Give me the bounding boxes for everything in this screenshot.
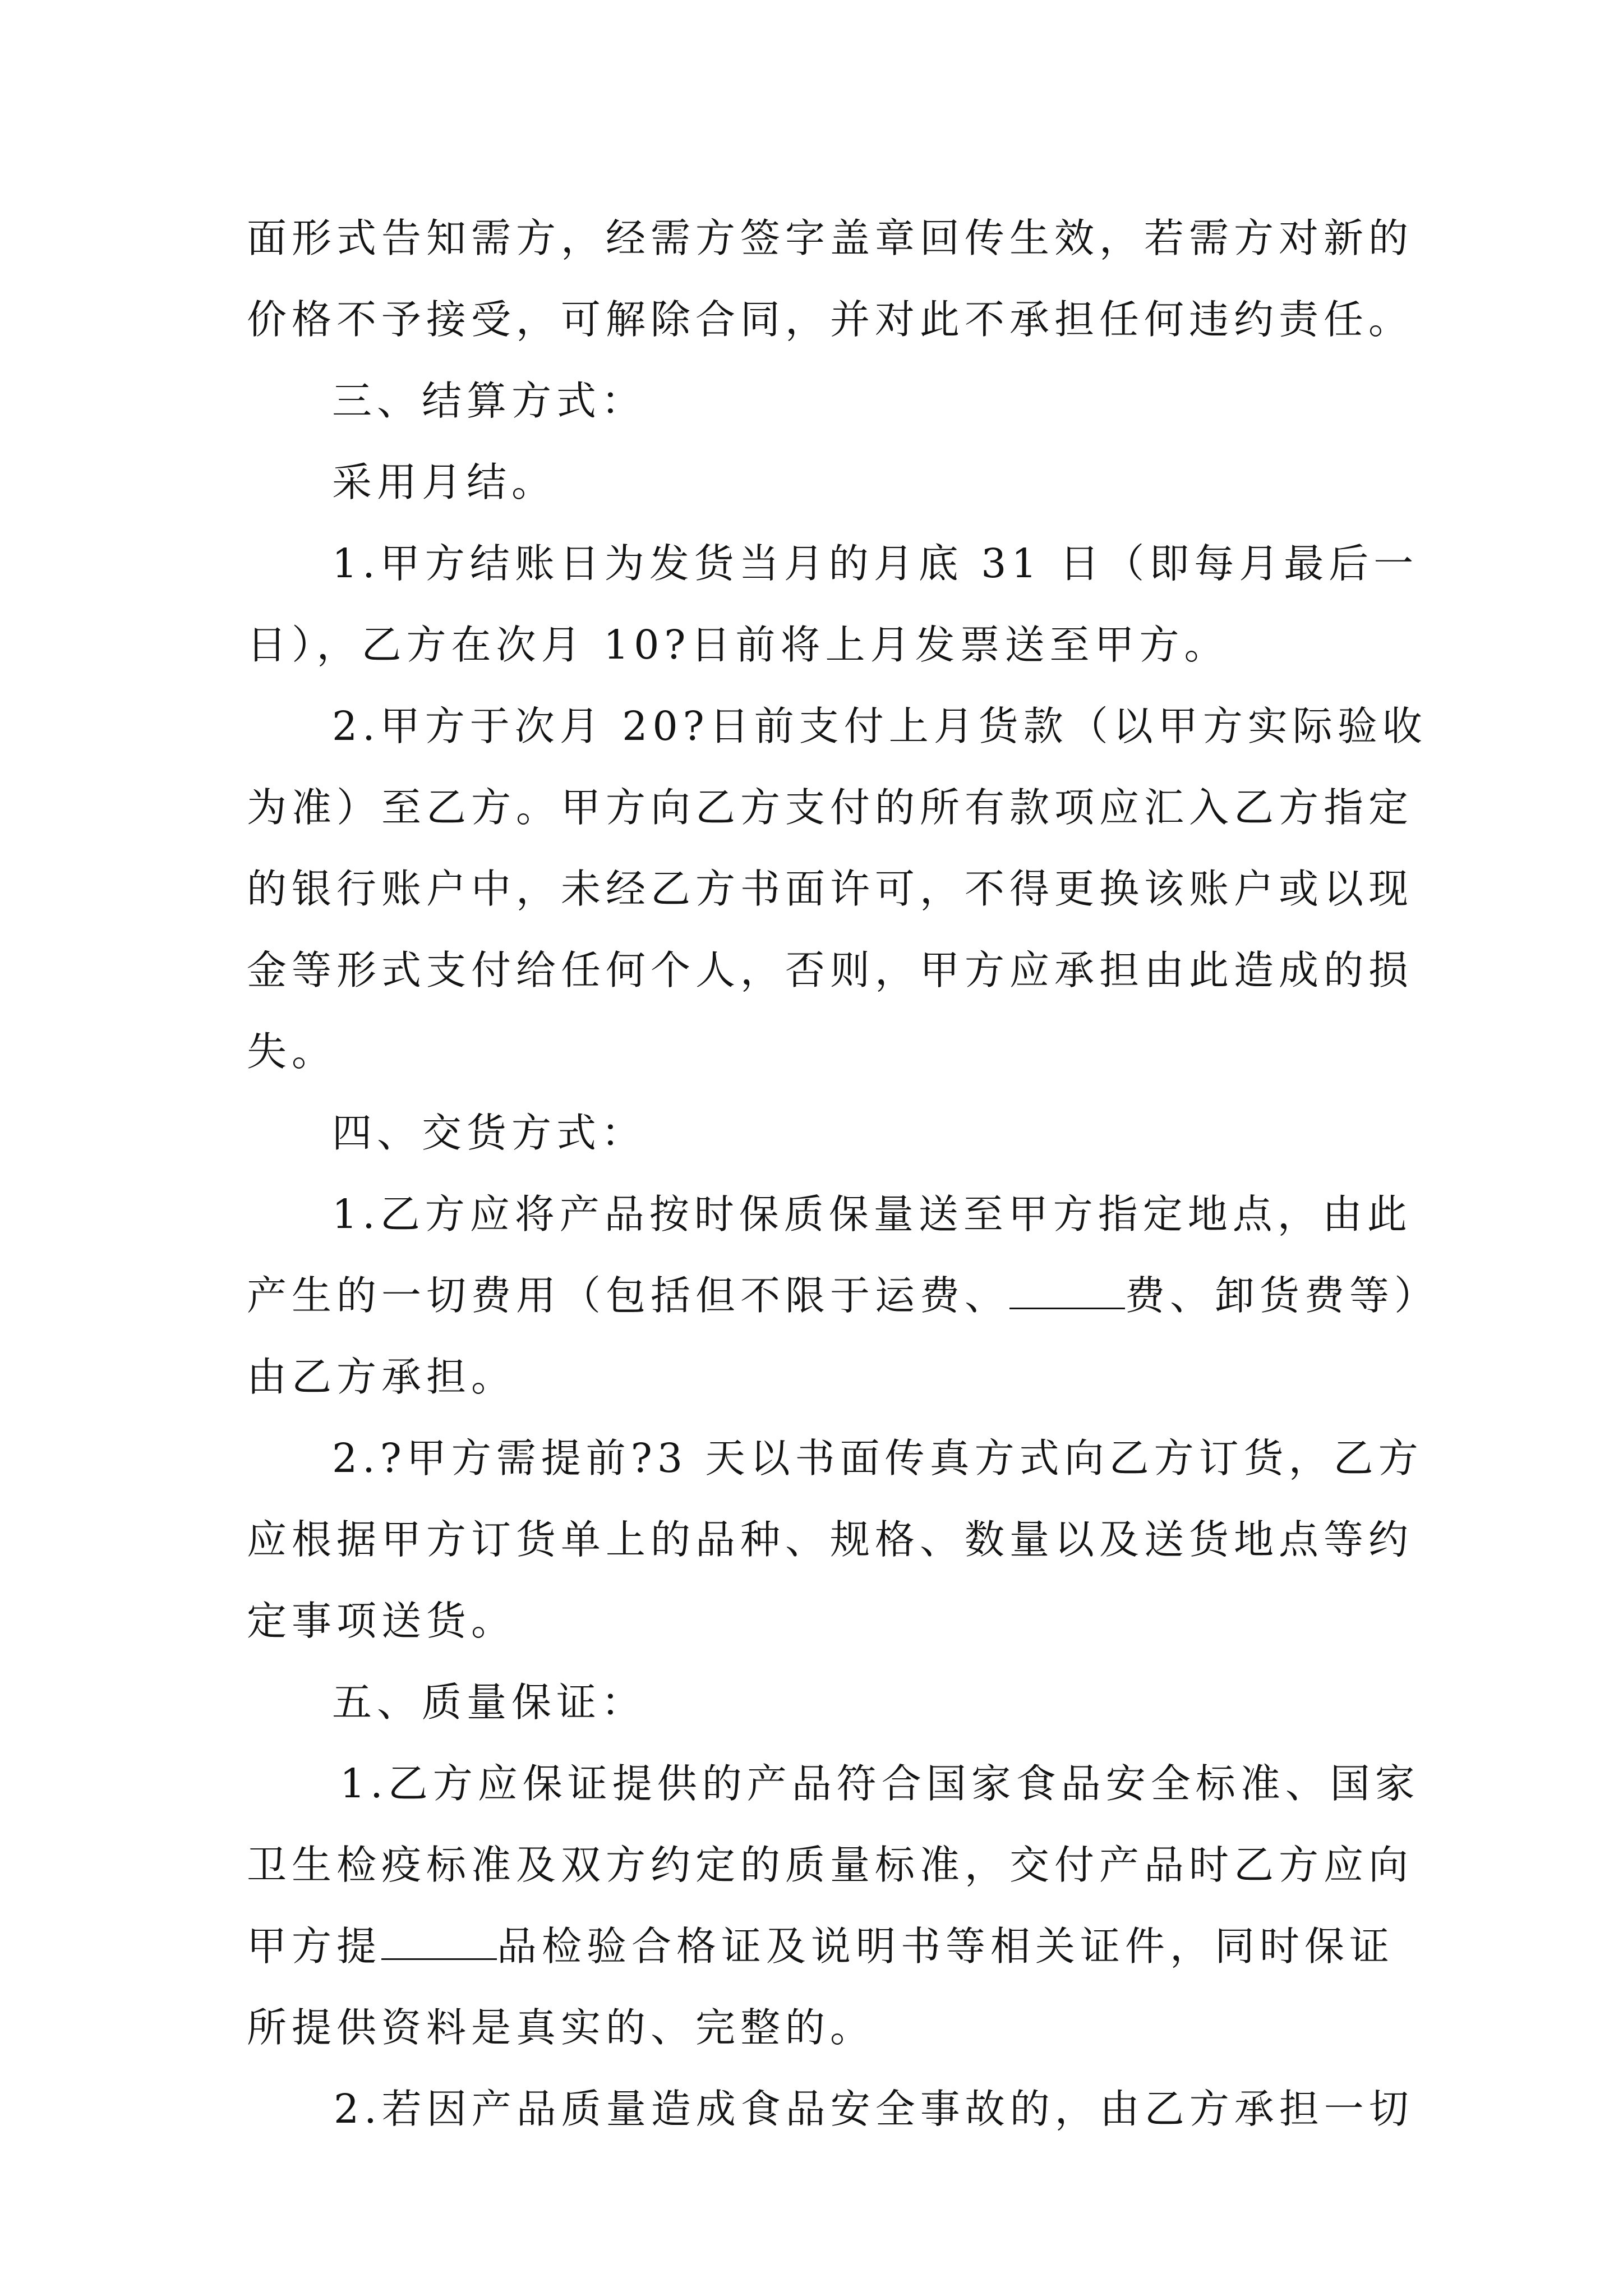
section-heading-settlement: 三、结算方式： <box>332 378 647 424</box>
text-line: 由乙方承担。 <box>247 1354 517 1400</box>
text-line: 1.乙方应将产品按时保质保量送至甲方指定地点，由此 <box>332 1191 1412 1237</box>
text-segment: 甲方提 <box>247 1923 382 1970</box>
text-line: 2.?甲方需提前?3 天以书面传真方式向乙方订货，乙方 <box>332 1435 1423 1481</box>
text-line <box>247 1255 1440 1336</box>
text-segment: 费、卸货费等） <box>1125 1272 1440 1319</box>
text-line: 定事项送货。 <box>247 1598 517 1644</box>
text-line: 的银行账户中，未经乙方书面许可，不得更换该账户或以现 <box>247 866 1414 912</box>
text-line: 价格不予接受，可解除合同，并对此不承担任何违约责任。 <box>247 296 1414 343</box>
fill-in-blank <box>381 1924 497 1960</box>
text-line: 采用月结。 <box>332 459 557 505</box>
text-line <box>247 1906 1395 1987</box>
text-segment: 产生的一切费用（包括但不限于运费、 <box>247 1272 1010 1319</box>
text-line: 为准）至乙方。甲方向乙方支付的所有款项应汇入乙方指定 <box>247 784 1414 831</box>
text-line: 金等形式支付给任何个人，否则，甲方应承担由此造成的损 <box>247 947 1414 993</box>
text-line: 2.若因产品质量造成食品安全事故的，由乙方承担一切 <box>334 2086 1414 2132</box>
contract-text <box>247 197 1440 2150</box>
text-line: 应根据甲方订货单上的品种、规格、数量以及送货地点等约 <box>247 1516 1414 1563</box>
text-line: 失。 <box>247 1028 337 1075</box>
text-line: 卫生检疫标准及双方约定的质量标准，交付产品时乙方应向 <box>247 1842 1414 1888</box>
text-line: 所提供资料是真实的、完整的。 <box>247 2004 875 2051</box>
fill-in-blank <box>1009 1273 1125 1309</box>
text-line: 日），乙方在次月 10?日前将上月发票送至甲方。 <box>247 622 1229 668</box>
text-line: 面形式告知需方，经需方签字盖章回传生效，若需方对新的 <box>247 215 1414 261</box>
text-line: 1.乙方应保证提供的产品符合国家食品安全标准、国家 <box>340 1760 1420 1807</box>
section-heading-quality: 五、质量保证： <box>332 1679 647 1726</box>
text-line: 1.甲方结账日为发货当月的月底 31 日（即每月最后一 <box>332 540 1419 587</box>
text-segment: 品检验合格证及说明书等相关证件，同时保证 <box>497 1923 1395 1970</box>
section-heading-delivery: 四、交货方式： <box>332 1110 647 1156</box>
text-line: 2.甲方于次月 20?日前支付上月货款（以甲方实际验收 <box>332 703 1427 749</box>
